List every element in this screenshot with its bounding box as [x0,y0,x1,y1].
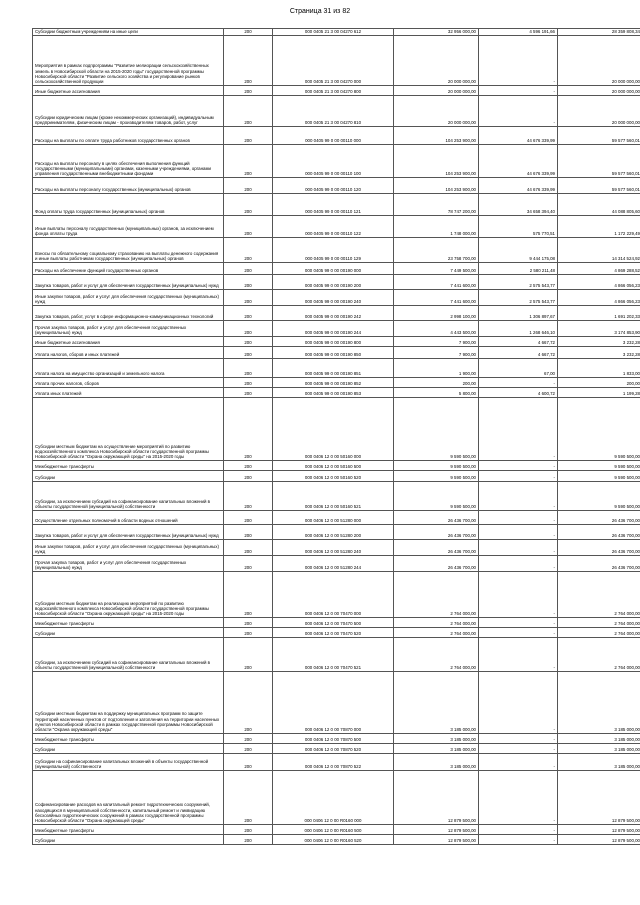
row-planned: 4 443 500,00 [394,321,479,337]
row-planned: 104 253 900,00 [394,145,479,178]
row-remaining: 26 436 700,00 [558,540,640,556]
row-executed: - [479,471,558,482]
table-row [33,511,640,525]
table-row [33,359,640,378]
row-name: Фонд оплаты труда государственных (муниципальных) органов [33,194,224,216]
row-executed: - [479,618,558,628]
row-name: Субсидии [33,744,224,754]
row-planned: 23 758 700,00 [394,238,479,263]
row-name: Межбюджетные трансферты [33,825,224,835]
row-remaining: 44 088 805,60 [558,194,640,216]
row-remaining: 3 232,28 [558,347,640,359]
row-budget-code: 000 0406 12 0 00 50160 500 [273,461,394,471]
row-executed: 44 676 339,99 [479,127,558,145]
table-row [33,618,640,628]
row-budget-code: 000 0405 99 0 00 00190 242 [273,306,394,321]
table-row [33,36,640,86]
row-name: Прочая закупка товаров, работ и услуг для обеспечения государственных (муниципальных) нужд [33,321,224,337]
row-executed: - [479,96,558,127]
row-budget-code: 000 0406 12 0 00 51280 244 [273,556,394,572]
row-remaining: 26 436 700,00 [558,525,640,540]
row-executed: 4 667,72 [479,347,558,359]
row-budget-code: 000 0406 12 0 00 50160 000 [273,398,394,461]
row-executed: - [479,36,558,86]
table-row [33,471,640,482]
row-remaining: 12 879 500,00 [558,835,640,845]
table-row [33,540,640,556]
row-budget-code: 000 0406 12 0 00 R0160 500 [273,825,394,835]
table-row [33,556,640,572]
row-budget-code: 000 0405 99 0 00 00190 800 [273,337,394,347]
row-admin-code: 200 [224,638,273,672]
row-planned: 2 764 000,00 [394,572,479,618]
row-budget-code: 000 0406 12 0 00 70870 520 [273,744,394,754]
row-executed: - [479,511,558,525]
row-planned: 2 764 000,00 [394,638,479,672]
row-admin-code: 200 [224,482,273,511]
table-row [33,96,640,127]
row-remaining: 12 879 500,00 [558,825,640,835]
row-remaining: 9 590 500,00 [558,461,640,471]
row-executed: - [479,835,558,845]
table-row [33,263,640,275]
row-executed: 34 658 394,40 [479,194,558,216]
row-budget-code: 000 0405 99 0 00 00110 000 [273,127,394,145]
row-executed: 4 600,72 [479,388,558,398]
row-planned: 32 956 000,00 [394,29,479,36]
row-remaining: 3 185 000,00 [558,744,640,754]
row-budget-code: 000 0405 99 0 00 00190 853 [273,388,394,398]
row-executed: 575 770,51 [479,216,558,238]
row-planned: 7 449 500,00 [394,263,479,275]
row-admin-code: 200 [224,347,273,359]
table-row [33,672,640,734]
row-admin-code: 200 [224,306,273,321]
row-planned: 12 879 500,00 [394,835,479,845]
row-admin-code: 200 [224,734,273,744]
row-budget-code: 000 0405 21 3 00 04270 800 [273,86,394,96]
table-row [33,127,640,145]
row-remaining: 2 764 000,00 [558,628,640,638]
row-name: Субсидии местным бюджетам на поддержку муниципальных программ по защите территорий населенных пунктов от подтопления и затопления на территории населенных пунктов Новосибирской области в рамках государственной программы Новосибирской области "Охрана окружающей среды" [33,672,224,734]
row-name: Взносы по обязательному социальному страхованию на выплаты денежного содержания и иные выплаты работникам государственных (муниципальных) органов [33,238,224,263]
row-executed: 1 268 646,10 [479,321,558,337]
row-admin-code: 200 [224,835,273,845]
row-remaining: 2 764 000,00 [558,638,640,672]
row-admin-code: 200 [224,525,273,540]
row-remaining: 3 232,28 [558,337,640,347]
row-admin-code: 200 [224,672,273,734]
row-name: Закупка товаров, работ и услуг для обеспечения государственных (муниципальных) нужд [33,275,224,290]
row-planned: 2 998 100,00 [394,306,479,321]
budget-table [32,28,640,845]
row-name: Межбюджетные трансферты [33,461,224,471]
row-executed: - [479,398,558,461]
row-remaining: 2 764 000,00 [558,572,640,618]
row-name: Расходы на выплаты персоналу в целях обеспечения выполнения функций государственными (муниципальными) органами, казенными учреждениями, органами управления государственными внебюджетными фондами [33,145,224,178]
row-planned: 7 441 600,00 [394,275,479,290]
row-budget-code: 000 0406 12 0 00 70470 500 [273,618,394,628]
row-budget-code: 000 0405 99 0 00 00110 120 [273,178,394,194]
row-planned: 7 900,00 [394,337,479,347]
row-name: Субсидии юридическим лицам (кроме некоммерческих организаций), индивидуальным предпринимателям, физическим лицам - производителям товаров, работ, услуг [33,96,224,127]
row-budget-code: 000 0406 12 0 00 70470 520 [273,628,394,638]
row-admin-code: 200 [224,771,273,825]
row-budget-code: 000 0406 12 0 00 70470 521 [273,638,394,672]
row-planned: 2 764 000,00 [394,628,479,638]
row-remaining: 9 590 500,00 [558,398,640,461]
row-name: Осуществление отдельных полномочий в области водных отношений [33,511,224,525]
row-planned: 1 900,00 [394,359,479,378]
row-executed: - [479,734,558,744]
table-row [33,321,640,337]
row-budget-code: 000 0405 21 3 00 04270 612 [273,29,394,36]
row-planned: 20 000 000,00 [394,86,479,96]
row-budget-code: 000 0406 12 0 00 R0160 520 [273,835,394,845]
row-remaining: 4 869 288,52 [558,263,640,275]
row-admin-code: 200 [224,572,273,618]
row-name: Субсидии на софинансирование капитальных вложений в объекты государственной (муниципальной) собственности [33,754,224,771]
row-budget-code: 000 0406 12 0 00 50160 521 [273,482,394,511]
row-executed: 4 596 191,66 [479,29,558,36]
row-admin-code: 200 [224,321,273,337]
table-row [33,771,640,825]
row-name: Иные закупки товаров, работ и услуг для обеспечения государственных (муниципальных) нужд [33,540,224,556]
row-admin-code: 200 [224,275,273,290]
table-row [33,638,640,672]
row-executed: 4 667,72 [479,337,558,347]
row-budget-code: 000 0405 99 0 00 00110 129 [273,238,394,263]
row-remaining: 200,00 [558,378,640,388]
row-remaining: 9 590 500,00 [558,482,640,511]
row-planned: 104 253 900,00 [394,127,479,145]
table-row [33,306,640,321]
row-planned: 26 436 700,00 [394,556,479,572]
table-row [33,178,640,194]
row-remaining: 3 174 853,90 [558,321,640,337]
row-planned: 7 900,00 [394,347,479,359]
row-name: Мероприятия в рамках подпрограммы "Развитие мелиорации сельскохозяйственных земель в Новосибирской области на 2015-2020 годы" государственной программы Новосибирской области "Развитие сельского хозяйства и регулирование рынков сельскохозяйственной продукции [33,36,224,86]
row-planned: 7 441 600,00 [394,290,479,306]
table-row [33,29,640,36]
row-name: Иные бюджетные ассигнования [33,337,224,347]
row-admin-code: 200 [224,96,273,127]
row-budget-code: 000 0405 99 0 00 00190 240 [273,290,394,306]
row-admin-code: 200 [224,388,273,398]
table-row [33,290,640,306]
row-admin-code: 200 [224,178,273,194]
row-executed: - [479,556,558,572]
table-row [33,275,640,290]
row-admin-code: 200 [224,471,273,482]
row-name: Расходы на выплаты по оплате труда работников государственных органов [33,127,224,145]
row-name: Закупка товаров, работ, услуг в сфере информационно-коммуникационных технологий [33,306,224,321]
row-budget-code: 000 0405 99 0 00 00190 851 [273,359,394,378]
row-remaining: 26 436 700,00 [558,556,640,572]
row-planned: 26 436 700,00 [394,540,479,556]
row-budget-code: 000 0405 21 3 00 04270 810 [273,96,394,127]
row-planned: 26 436 700,00 [394,511,479,525]
table-row [33,754,640,771]
row-admin-code: 200 [224,337,273,347]
row-admin-code: 200 [224,290,273,306]
row-budget-code: 000 0406 12 0 00 70870 522 [273,754,394,771]
row-name: Уплата иных платежей [33,388,224,398]
row-name: Межбюджетные трансферты [33,734,224,744]
row-remaining: 2 764 000,00 [558,618,640,628]
row-executed: 44 676 339,99 [479,145,558,178]
row-admin-code: 200 [224,127,273,145]
row-name: Субсидии, за исключением субсидий на софинансирование капитальных вложений в объекты государственной (муниципальной) собственности [33,638,224,672]
row-remaining: 4 866 056,23 [558,275,640,290]
row-planned: 5 800,00 [394,388,479,398]
row-planned: 3 185 000,00 [394,754,479,771]
row-name: Иные закупки товаров, работ и услуг для обеспечения государственных (муниципальных) нужд [33,290,224,306]
row-executed: 1 306 897,67 [479,306,558,321]
table-row [33,461,640,471]
page-number-header: Страница 31 из 82 [289,8,351,15]
row-planned: 1 748 000,00 [394,216,479,238]
row-name: Субсидии местным бюджетам на осуществление мероприятий по развитию водохозяйственного комплекса Новосибирской области государственной программы Новосибирской области "Охрана окружающей среды" на 2015-2020 годы [33,398,224,461]
row-admin-code: 200 [224,86,273,96]
row-executed: - [479,771,558,825]
table-row [33,194,640,216]
row-remaining: 3 185 000,00 [558,672,640,734]
row-executed: - [479,754,558,771]
row-name: Прочая закупка товаров, работ и услуг для обеспечения государственных (муниципальных) нужд [33,556,224,572]
row-budget-code: 000 0406 12 0 00 R0160 000 [273,771,394,825]
row-admin-code: 200 [224,145,273,178]
row-admin-code: 200 [224,36,273,86]
row-remaining: 20 000 000,00 [558,96,640,127]
row-remaining: 26 436 700,00 [558,511,640,525]
row-name: Иные бюджетные ассигнования [33,86,224,96]
row-admin-code: 200 [224,628,273,638]
row-name: Уплата налогов, сборов и иных платежей [33,347,224,359]
row-executed: - [479,540,558,556]
row-name: Софинансирование расходов на капитальный ремонт гидротехнических сооружений, находящихся в муниципальной собственности, капитальный ремонт и ликвидацию бесхозяйных гидротехнических сооружений в рамках государственной программы Новосибирской области "Охрана окружающей среды" [33,771,224,825]
row-name: Расходы на выплаты персоналу государственных (муниципальных) органов [33,178,224,194]
row-admin-code: 200 [224,216,273,238]
row-budget-code: 000 0405 99 0 00 00110 122 [273,216,394,238]
table-row [33,734,640,744]
row-planned: 78 747 200,00 [394,194,479,216]
row-admin-code: 200 [224,511,273,525]
table-row [33,525,640,540]
row-admin-code: 200 [224,461,273,471]
table-row [33,238,640,263]
row-remaining: 3 185 000,00 [558,754,640,771]
row-executed: - [479,825,558,835]
row-planned: 9 590 500,00 [394,461,479,471]
row-admin-code: 200 [224,556,273,572]
table-row [33,628,640,638]
row-remaining: 20 000 000,00 [558,36,640,86]
row-admin-code: 200 [224,744,273,754]
row-planned: 3 185 000,00 [394,672,479,734]
row-remaining: 1 691 202,33 [558,306,640,321]
row-remaining: 1 172 229,49 [558,216,640,238]
row-remaining: 59 577 560,01 [558,145,640,178]
table-row [33,398,640,461]
row-planned: 20 000 000,00 [394,96,479,127]
row-budget-code: 000 0406 12 0 00 70470 000 [273,572,394,618]
row-planned: 200,00 [394,378,479,388]
row-name: Субсидии бюджетным учреждениям на иные цели [33,29,224,36]
row-name: Субсидии [33,471,224,482]
row-planned: 104 253 900,00 [394,178,479,194]
row-planned: 3 185 000,00 [394,744,479,754]
row-budget-code: 000 0405 21 3 00 04270 000 [273,36,394,86]
row-budget-code: 000 0406 12 0 00 70870 000 [273,672,394,734]
row-executed: - [479,461,558,471]
row-budget-code: 000 0405 99 0 00 00190 850 [273,347,394,359]
row-admin-code: 200 [224,825,273,835]
row-admin-code: 200 [224,398,273,461]
table-row [33,86,640,96]
row-remaining: 14 314 524,92 [558,238,640,263]
row-name: Расходы на обеспечение функций государственных органов [33,263,224,275]
row-executed: - [479,638,558,672]
row-admin-code: 200 [224,754,273,771]
row-remaining: 9 590 500,00 [558,471,640,482]
table-row [33,835,640,845]
row-budget-code: 000 0406 12 0 00 51280 200 [273,525,394,540]
row-remaining: 12 879 500,00 [558,771,640,825]
table-row [33,347,640,359]
row-budget-code: 000 0406 12 0 00 70870 500 [273,734,394,744]
row-admin-code: 200 [224,29,273,36]
row-admin-code: 200 [224,263,273,275]
row-name: Субсидии [33,628,224,638]
row-executed: - [479,482,558,511]
row-remaining: 4 866 056,23 [558,290,640,306]
table-row [33,572,640,618]
row-executed: - [479,628,558,638]
row-executed: 67,00 [479,359,558,378]
table-row [33,825,640,835]
row-name: Иные выплаты персоналу государственных (муниципальных) органов, за исключением фонда оплаты труда [33,216,224,238]
row-planned: 20 000 000,00 [394,36,479,86]
row-budget-code: 000 0405 99 0 00 00190 852 [273,378,394,388]
row-admin-code: 200 [224,359,273,378]
row-planned: 3 185 000,00 [394,734,479,744]
row-name: Уплата налога на имущество организаций и земельного налога [33,359,224,378]
row-planned: 9 590 500,00 [394,482,479,511]
row-planned: 12 879 500,00 [394,771,479,825]
row-admin-code: 200 [224,540,273,556]
row-planned: 12 879 500,00 [394,825,479,835]
row-budget-code: 000 0405 99 0 00 00110 121 [273,194,394,216]
row-name: Субсидии, за исключением субсидий на софинансирование капитальных вложений в объекты государственной (муниципальной) собственности [33,482,224,511]
row-budget-code: 000 0405 99 0 00 00190 244 [273,321,394,337]
row-remaining: 20 000 000,00 [558,86,640,96]
row-budget-code: 000 0405 99 0 00 00110 100 [273,145,394,178]
row-remaining: 59 577 560,01 [558,178,640,194]
row-planned: 2 764 000,00 [394,618,479,628]
row-executed: - [479,672,558,734]
row-executed: - [479,525,558,540]
table-row [33,145,640,178]
row-admin-code: 200 [224,238,273,263]
table-row [33,378,640,388]
table-row [33,388,640,398]
row-executed: 2 575 543,77 [479,275,558,290]
row-planned: 26 436 700,00 [394,525,479,540]
table-row [33,216,640,238]
row-executed: 2 580 211,48 [479,263,558,275]
row-remaining: 28 359 808,34 [558,29,640,36]
row-budget-code: 000 0406 12 0 00 51280 240 [273,540,394,556]
row-budget-code: 000 0406 12 0 00 51280 000 [273,511,394,525]
row-remaining: 1 199,28 [558,388,640,398]
row-executed: 2 575 543,77 [479,290,558,306]
row-planned: 9 590 500,00 [394,471,479,482]
row-name: Закупка товаров, работ и услуг для обеспечения государственных (муниципальных) нужд [33,525,224,540]
row-budget-code: 000 0406 12 0 00 50160 520 [273,471,394,482]
row-remaining: 1 833,00 [558,359,640,378]
row-name: Уплата прочих налогов, сборов [33,378,224,388]
row-budget-code: 000 0405 99 0 00 00190 200 [273,275,394,290]
row-executed: - [479,572,558,618]
row-admin-code: 200 [224,194,273,216]
row-executed: - [479,378,558,388]
row-admin-code: 200 [224,378,273,388]
row-executed: - [479,86,558,96]
row-name: Межбюджетные трансферты [33,618,224,628]
row-name: Субсидии местным бюджетам на реализацию мероприятий по развитию водохозяйственного комплекса Новосибирской области государственной программы Новосибирской области "Охрана окружающей среды" на 2015-2020 годы [33,572,224,618]
row-remaining: 59 577 560,01 [558,127,640,145]
row-executed: - [479,744,558,754]
row-executed: 44 676 339,99 [479,178,558,194]
row-executed: 9 444 175,08 [479,238,558,263]
row-admin-code: 200 [224,618,273,628]
row-budget-code: 000 0405 99 0 00 00190 000 [273,263,394,275]
table-row [33,337,640,347]
table-row [33,482,640,511]
budget-table-body [33,29,640,845]
table-row [33,744,640,754]
row-remaining: 3 185 000,00 [558,734,640,744]
row-name: Субсидии [33,835,224,845]
row-planned: 9 590 500,00 [394,398,479,461]
